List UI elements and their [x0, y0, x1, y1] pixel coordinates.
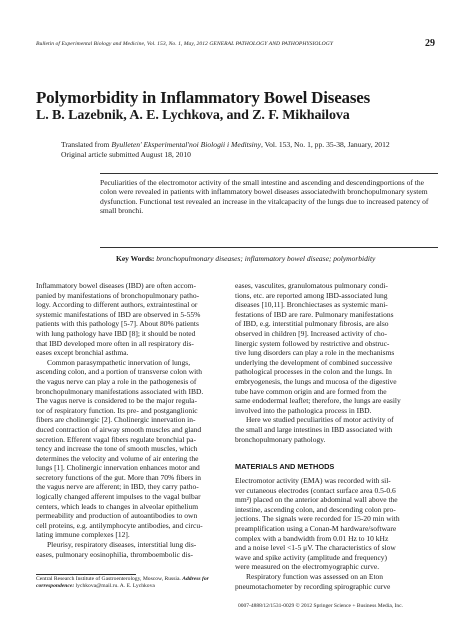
text-line: Here we studied peculiarities of motor activity of [246, 415, 394, 425]
left-paragraph-3 [36, 540, 239, 559]
right-column [235, 281, 438, 444]
text-line: tency and increase the tone of smooth muscles, which [36, 444, 198, 454]
text-line: linergic system followed by restrictive and obstruc- [235, 338, 390, 348]
text-line: that IBD developed more often in all respiratory dis- [36, 338, 194, 348]
text-line: portions of the colon were revealed in patients with inflammatory bowel diseases associated [100, 178, 425, 197]
text-line: secretion. Efferent vagal fibers regulate bronchial pa- [36, 434, 196, 444]
translated-prefix: Translated from [61, 140, 112, 149]
text-line: Common parasympathetic innervation of lungs, [47, 357, 191, 367]
footnote-address: lychkova@mail.ru. A. E. Lychkova [74, 583, 155, 589]
translated-from-line [61, 140, 431, 150]
article-title: Polymorbidity in Inflammatory Bowel Diseases [36, 88, 371, 107]
text-line: ascending colon, and a portion of transverse colon with [36, 367, 202, 377]
text-line: logy. According to different authors, extraintestinal or [36, 300, 198, 310]
article-authors: L. B. Lazebnik, A. E. Lychkova, and Z. F. Mikhailova [36, 108, 350, 123]
translation-note [61, 140, 431, 159]
footnote-rule [36, 574, 136, 575]
text-line: tions, etc. are reported among IBD-associated lung [235, 290, 388, 300]
text-line: pneumotachometer by recording spirographic curve [235, 581, 391, 591]
text-line: preamplification using a Conan-M hardware/software [235, 523, 397, 533]
text-line: with lung pathology have IBD [8]; it should be noted [36, 328, 196, 338]
text-line: centers, which leads to changes in alveolar epithelium [36, 501, 199, 511]
methods-paragraph-1 [235, 476, 438, 572]
section-heading-materials-methods: MATERIALS AND METHODS [235, 462, 335, 471]
text-line: of IBD, e.g. interstitial pulmonary fibrosis, are also [235, 319, 389, 329]
text-line: Peculiarities of the electromotor activity of the small intestine and ascending and descending [100, 178, 380, 187]
text-line: Pleurisy, respiratory diseases, interstitial lung dis- [47, 540, 197, 550]
text-line: panied by manifestations of bronchopulmonary patho- [36, 290, 200, 300]
text-line: with bronchopulmonary system dysfunction. Functional test revealed an increase in the vital [100, 187, 428, 206]
right-paragraph-2 [235, 415, 438, 444]
text-line: festations of IBD are rare. Pulmonary manifestations [235, 309, 394, 319]
right-column-methods [235, 476, 438, 591]
text-line: involved into the pathologica process in IBD. [235, 405, 372, 415]
text-line: bronchopulmonary manifestations associated with IBD. [36, 386, 204, 396]
text-line: underlying the development of combined successive [235, 357, 393, 367]
right-paragraph-1 [235, 281, 438, 415]
abstract-bottom-rule [100, 247, 438, 248]
footnote [36, 576, 239, 590]
left-paragraph-1 [36, 281, 239, 358]
text-line: patients with this pathology [5-7]. About 80% patients [36, 319, 199, 329]
left-column [36, 281, 239, 559]
text-line: intestine, ascending colon, and descending colon pro- [235, 504, 396, 514]
footnote-address-label: Address for correspondence: [36, 576, 209, 589]
text-line: mm²) placed on the anterior abdominal wall above the [235, 495, 398, 505]
text-line: the small and large intestines in IBD associated with [235, 424, 393, 434]
submitted-date: Original article submitted August 18, 2010 [61, 149, 191, 159]
text-line: systemic manifestations of IBD are observed in 5-55% [36, 309, 201, 319]
text-line: same endodermal leaflet; therefore, the lungs are easily [235, 396, 401, 406]
text-line: cell proteins, e.g. antilymphocyte antibodies, and circu- [36, 520, 203, 530]
abstract [100, 178, 438, 215]
text-line: the vagus nerve are afferent; in IBD, they carry patho- [36, 482, 199, 492]
text-line: The vagus nerve is considered to be the major regula- [36, 396, 197, 406]
copyright-line: 0007-4888/12/1531-0029 © 2012 Springer Science + Business Media, Inc. [238, 603, 403, 609]
methods-paragraph-2 [235, 572, 438, 591]
text-line: lungs [1]. Cholinergic innervation enhances motor and [36, 463, 200, 473]
text-line: secretory functions of the gut. More than 70% fibers in [36, 472, 201, 482]
text-line: jections. The signals were recorded for 15-20 min with [235, 514, 400, 524]
text-line: embryogenesis, the lungs and mucosa of the digestive [235, 376, 397, 386]
translated-suffix: , Vol. 153, No. 1, pp. 35-38, January, 2012 [260, 140, 390, 149]
text-line: Inflammatory bowel diseases (IBD) are often accom- [36, 281, 196, 290]
text-line: determines the velocity and volume of air entering the [36, 453, 199, 463]
abstract-top-rule [100, 173, 438, 174]
text-line: tive lung disorders can play a role in the mechanisms [235, 348, 395, 358]
text-line: lating immune complexes [12]. [36, 530, 130, 540]
text-line: Electromotor activity (EMA) was recorded with sil- [235, 476, 391, 485]
text-line: observed in children [9]. Increased activity of cho- [235, 328, 388, 338]
text-line: eases, pulmonary eosinophilia, thromboembolic dis- [36, 549, 194, 559]
running-head: Bulletin of Experimental Biology and Medicine, Vol. 153, No. 1, May, 2012 GENERAL PATHOLOGY AND PATHOPHYSIOLOGY [36, 41, 333, 47]
page-number: 29 [425, 38, 435, 49]
text-line: eases, vasculites, granulomatous pulmonary condi- [235, 281, 388, 290]
source-journal: Byulleten' Eksperimental'noi Biologii i Meditsiny [111, 140, 261, 149]
left-paragraph-2 [36, 358, 239, 540]
text-line: were measured on the electromyographic curve. [235, 562, 380, 572]
text-line: logically changed afferent impulses to the vagal bulbar [36, 492, 201, 502]
text-line: complex with a bandwidth from 0.01 Hz to 10 kHz [235, 533, 389, 543]
keywords-label: Key Words: [116, 254, 155, 263]
text-line: fibers are cholinergic [2]. Cholinergic innervation in- [36, 415, 196, 425]
text-line: wave and spike activity (amplitude and frequency) [235, 552, 388, 562]
text-line: tube have common origin and are formed from the [235, 386, 387, 396]
text-line: and a noise level <1-5 μV. The characteristics of slow [235, 543, 396, 553]
text-line: Respiratory function was assessed on an Eton [246, 571, 384, 581]
keywords-text: bronchopulmonary diseases; inflammatory bowel disease; polymorbidity [156, 254, 376, 263]
text-line: permeability and production of autoantibodies to own [36, 511, 198, 521]
text-line: the vagus nerve can play a role in the pathogenesis of [36, 376, 197, 386]
text-line: diseases [10,11]. Bronchiectases as systemic mani- [235, 300, 388, 310]
text-line: tor of respiratory function. Its pre- and postganglionic [36, 405, 198, 415]
footnote-affiliation: Central Research Institute of Gastroenterology, Moscow, Russia. [36, 576, 181, 582]
text-line: duced contraction of airway smooth muscles and gland [36, 424, 202, 434]
text-line: eases except bronchial asthma. [36, 348, 129, 358]
text-line: ver cutaneous electrodes (contact surface area 0.5-0.6 [235, 485, 396, 495]
keywords [116, 254, 438, 263]
text-line: capacity of the lungs due to increased patency of small bronchi. [100, 196, 429, 215]
text-line: pathological processes in the colon and the lungs. In [235, 367, 392, 377]
text-line: bronchopulmonary pathology. [235, 434, 326, 444]
